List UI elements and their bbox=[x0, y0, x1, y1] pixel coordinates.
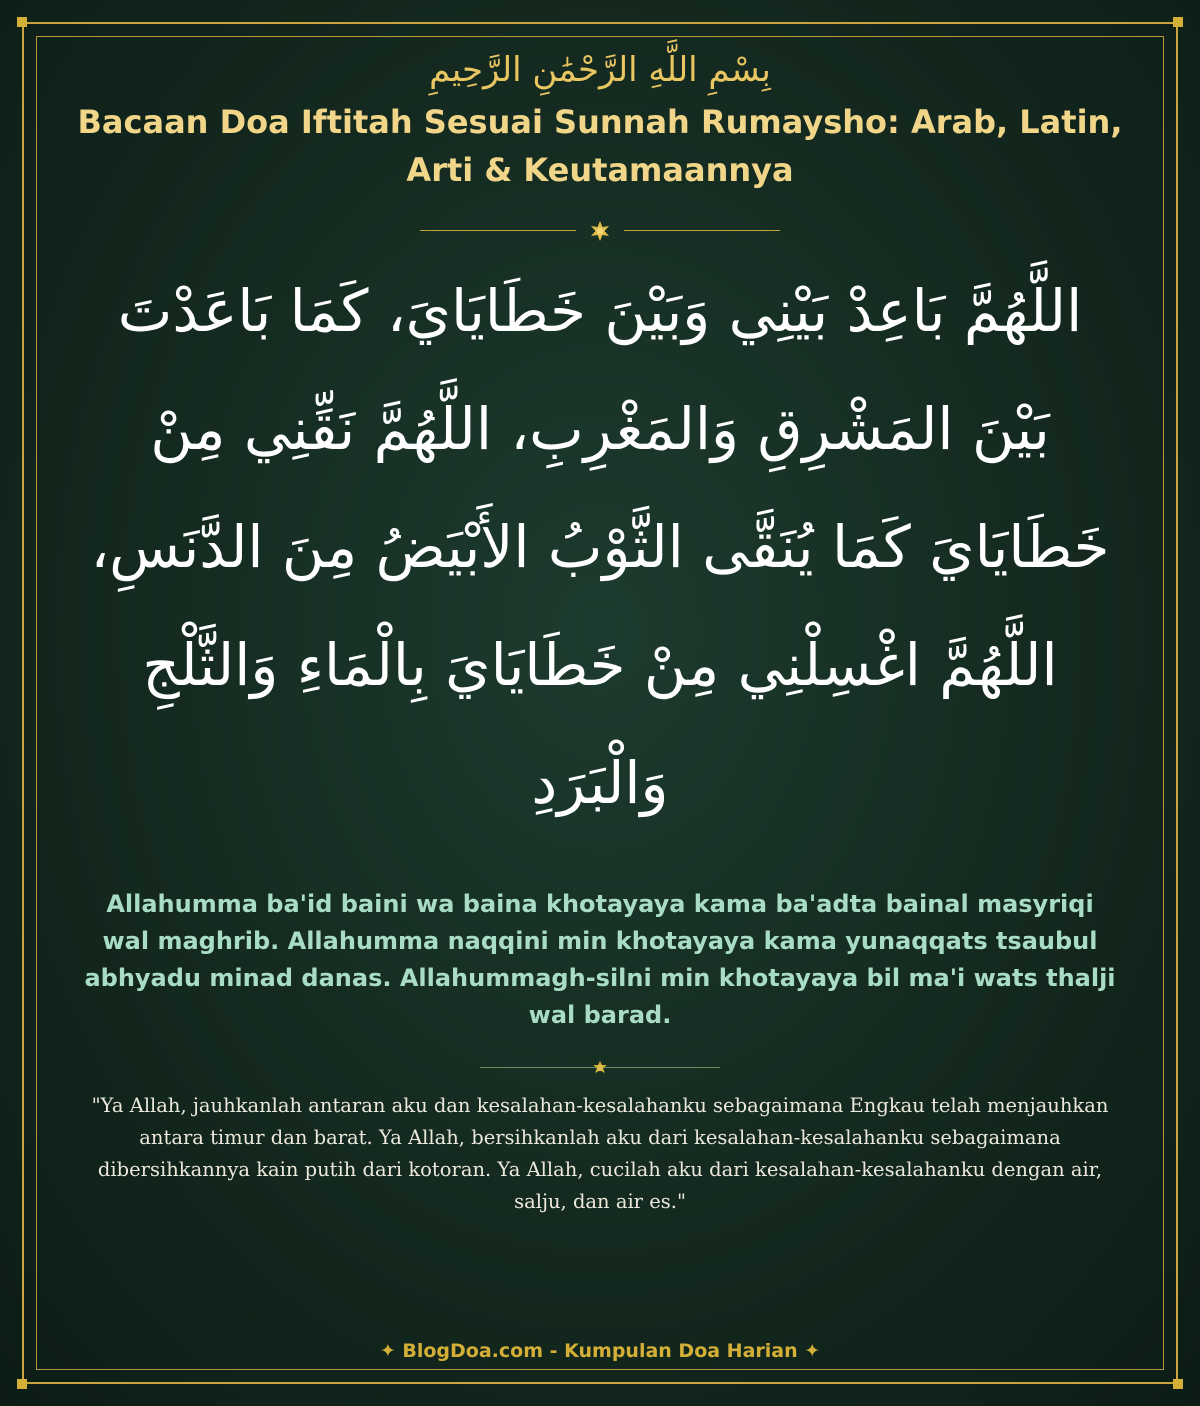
small-divider bbox=[480, 1060, 720, 1076]
divider-line-right bbox=[624, 230, 780, 231]
main-content bbox=[60, 48, 1140, 1218]
arabic-text: اللَّهُمَّ بَاعِدْ بَيْنِي وَبَيْنَ خَطَايَايَ، كَمَا بَاعَدْتَ بَيْنَ المَشْرِقِ وَالمَغْرِبِ، اللَّهُمَّ نَقِّنِي مِنْ خَطَايَايَ كَمَا يُنَقَّى الثَّوْبُ الأَبْيَضُ مِنَ الدَّنَسِ، اللَّهُمَّ اغْسِلْنِي مِنْ خَطَايَايَ بِالْمَاءِ وَالثَّلْجِ وَالْبَرَدِ bbox=[90, 277, 1110, 818]
corner-ornament-bottom-right bbox=[1173, 1379, 1183, 1389]
page-title: Bacaan Doa Iftitah Sesuai Sunnah Rumaysho: Arab, Latin, Arti & Keutamaannya bbox=[77, 103, 1123, 190]
corner-ornament-top-left bbox=[17, 17, 27, 27]
star-ornament-icon bbox=[589, 220, 611, 242]
corner-ornament-top-right bbox=[1173, 17, 1183, 27]
flower-ornament-icon bbox=[593, 1061, 607, 1075]
ornament-divider bbox=[420, 220, 780, 242]
bismillah: بِسْمِ اللَّهِ الرَّحْمَٰنِ الرَّحِيمِ bbox=[429, 50, 771, 90]
footer-credit: ✦ BlogDoa.com - Kumpulan Doa Harian ✦ bbox=[379, 1340, 821, 1362]
indonesian-translation: "Ya Allah, jauhkanlah antaran aku dan kesalahan-kesalahanku sebagaimana Engkau telah menjauhkan antara timur dan barat. Ya Allah, bersihkanlah aku dari kesalahan-kesalahanku sebagaimana dibersihkannya kain putih dari kotoran. Ya Allah, cucilah aku dari kesalahan-kesalahanku dengan air, salju, dan air es." bbox=[91, 1094, 1109, 1214]
corner-ornament-bottom-left bbox=[17, 1379, 27, 1389]
divider-line-left bbox=[420, 230, 576, 231]
latin-transliteration: Allahumma ba'id baini wa baina khotayaya kama ba'adta bainal masyriqi wal maghrib. Allahumma naqqini min khotayaya kama yunaqqats tsaubul abhyadu minad danas. Allahummagh-silni min khotayaya bil ma'i wats thalji wal barad. bbox=[84, 890, 1116, 1030]
